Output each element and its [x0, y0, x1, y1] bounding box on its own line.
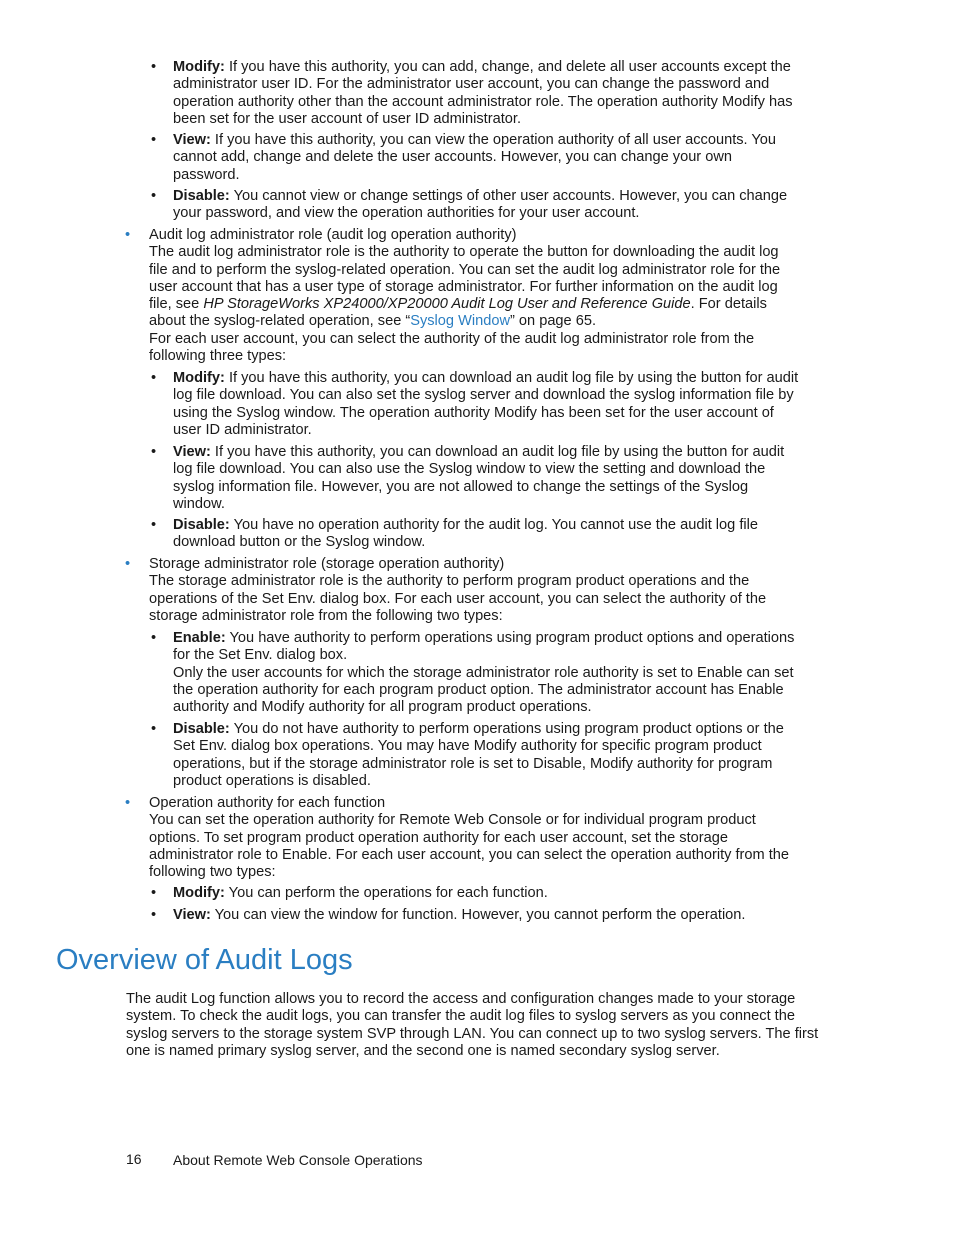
list-item	[125, 227, 799, 365]
term-text: If you have this authority, you can view the operation authority of all user accounts. You cannot add, change and delete the user accounts. However, you can change your own password.	[173, 132, 777, 183]
footer-title: About Remote Web Console Operations	[173, 1152, 423, 1168]
item-body: The storage administrator role is the authority to perform program product operations and the operations of the Set Env. dialog box. For each user account, you can select the authority of the storage administrator role from the following two types:	[149, 573, 767, 624]
bullet: •	[151, 444, 157, 460]
list-item	[151, 59, 803, 128]
term-text: You have no operation authority for the audit log. You cannot use the audit log file download button or the Syslog window.	[173, 517, 758, 551]
term-text: You cannot view or change settings of other user accounts. However, you can change your password, and view the operation authorities for your user account.	[173, 188, 788, 222]
bullet: •	[151, 370, 157, 386]
bullet: •	[125, 556, 131, 572]
term-label: Modify:	[173, 885, 225, 901]
list-item	[151, 907, 813, 924]
term-label: Disable:	[173, 721, 230, 737]
list-item	[151, 370, 803, 439]
term-label: View:	[173, 132, 211, 148]
bullet: •	[151, 885, 157, 901]
term-label: Enable:	[173, 630, 226, 646]
term-text: If you have this authority, you can download an audit log file by using the button for audit log file download. You can also set the syslog server and download the syslog information file by using the Syslog window. The operation authority Modify has been set for the user account of user ID administrator.	[173, 370, 799, 438]
term-label: View:	[173, 444, 211, 460]
bullet: •	[125, 795, 131, 811]
item-body: You can set the operation authority for Remote Web Console or for individual program product options. To set program product operation authority for each user account, set the storage administrator role to Enable. For each user account, you can select the operation authority from the following two types:	[149, 812, 790, 881]
term-text: If you have this authority, you can download an audit log file by using the button for audit log file download. You can also use the Syslog window to view the setting and download the syslog information file. However, you are not allowed to change the settings of the Syslog window.	[173, 444, 785, 512]
bullet: •	[151, 517, 157, 533]
bullet: •	[151, 630, 157, 646]
term-label: View:	[173, 907, 211, 923]
term-label: Modify:	[173, 370, 225, 386]
list-item	[151, 630, 798, 716]
bullet: •	[151, 59, 157, 75]
bullet: •	[151, 907, 157, 923]
term-label: Disable:	[173, 188, 230, 204]
item-title: Operation authority for each function	[149, 795, 386, 811]
bullet: •	[125, 227, 131, 243]
list-item	[151, 444, 803, 513]
page-number: 16	[126, 1151, 142, 1167]
term-text: You have authority to perform operations using program product options and operations for the Set Env. dialog box.	[173, 630, 795, 664]
list-item	[151, 132, 793, 184]
term-text: If you have this authority, you can add, change, and delete all user accounts except the administrator user ID. For the administrator user account, you can change the password and operation authority other than the account administrator role. The operation authority Modify has been set for the user account of user ID administrator.	[173, 59, 793, 127]
bullet: •	[151, 132, 157, 148]
guide-title: HP StorageWorks XP24000/XP20000 Audit Log User and Reference Guide	[203, 296, 691, 313]
term-text: You do not have authority to perform operations using program product options or the Set Env. dialog box operations. You may have Modify authority for specific program product operations, but if the storage administrator role is set to Disable, Modify authority for program product operations is disabled.	[173, 721, 784, 789]
term-text: Only the user accounts for which the storage administrator role authority is set to Enable can set the operation authority for each program product option. The administrator account has Enable authority and Modify authority for all program product operations.	[173, 664, 794, 716]
item-body: The audit log administrator role is the authority to operate the button for downloading the audit log file and to perform the syslog-related operation. You can set the audit log administrator role for the user account that has a user type of storage administrator. For further information on the audit log file, see HP StorageWorks XP24000/XP20000 Audit Log User and Reference Guide. For details about the syslog-related operation, see “Syslog Window” on page 65.	[149, 244, 781, 330]
list-item	[125, 556, 799, 625]
term-text: You can view the window for function. However, you cannot perform the operation.	[210, 907, 746, 923]
list-item	[151, 188, 793, 223]
item-title: Storage administrator role (storage operation authority)	[149, 556, 505, 572]
list-item	[151, 517, 788, 552]
overview-paragraph: The audit Log function allows you to record the access and configuration changes made to your storage system. To check the audit logs, you can transfer the audit log files to syslog servers as you connect the syslog servers to the storage system SVP through LAN. You can connect up to two syslog servers. The first one is named primary syslog server, and the second one is named secondary syslog server.	[126, 991, 819, 1059]
bullet: •	[151, 721, 157, 737]
list-item	[125, 795, 799, 881]
term-label: Disable:	[173, 517, 230, 533]
list-item	[151, 721, 798, 790]
term-label: Modify:	[173, 59, 225, 75]
term-text: You can perform the operations for each function.	[224, 885, 548, 901]
item-body: For each user account, you can select the authority of the audit log administrator role from the following three types:	[149, 330, 755, 365]
item-title: Audit log administrator role (audit log operation authority)	[149, 227, 517, 243]
syslog-window-link[interactable]: Syslog Window	[410, 313, 510, 330]
section-heading: Overview of Audit Logs	[56, 944, 353, 976]
bullet: •	[151, 188, 157, 204]
list-item	[151, 885, 803, 902]
